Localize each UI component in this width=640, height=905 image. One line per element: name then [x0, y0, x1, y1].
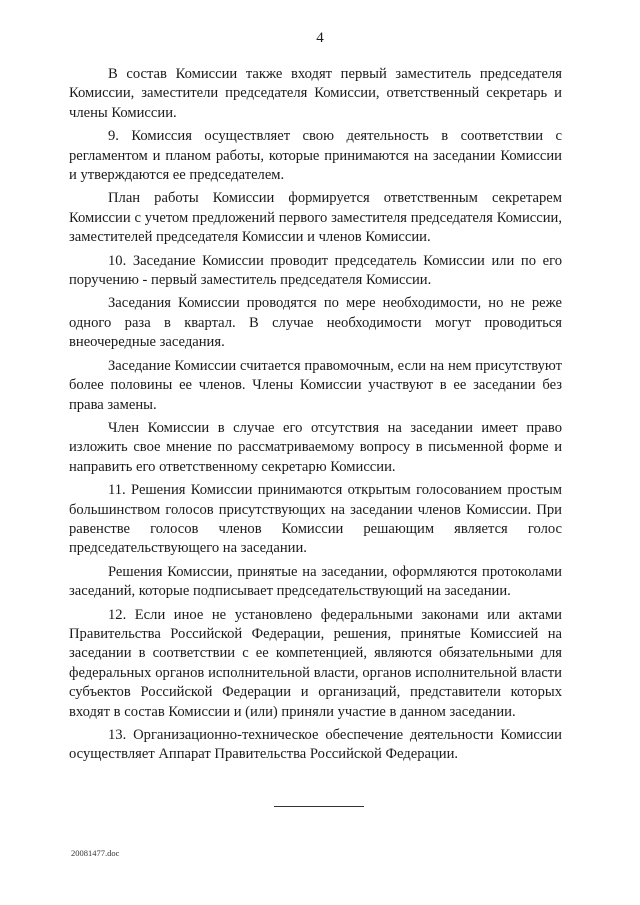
paragraph-13-support: 13. Организационно-техническое обеспечение деятельности Комиссии осуществляет Аппарат Правительства Российской Федерации. [69, 727, 562, 763]
paragraph-quorum: Заседание Комиссии считается правомочным, если на нем присутствуют более половины ее членов. Члены Комиссии участвуют в ее заседании без права замены. [69, 357, 562, 413]
document-body [69, 65, 562, 769]
paragraph-absent-member: Член Комиссии в случае его отсутствия на заседании имеет право изложить свое мнение по рассматриваемому вопросу в письменной форме и направить его ответственному секретарю Комиссии. [69, 419, 562, 475]
paragraph-9-activity: 9. Комиссия осуществляет свою деятельность в соответствии с регламентом и планом работы, которые принимаются на заседании Комиссии и утверждаются ее председателем. [69, 128, 562, 184]
paragraph-11-decisions: 11. Решения Комиссии принимаются открытым голосованием простым большинством голосов присутствующих на заседании членов Комиссии. При равенстве голосов членов Комиссии решающим является голос председательствующего на заседании. [69, 482, 562, 557]
end-separator-line [274, 806, 364, 807]
paragraph-meeting-frequency: Заседания Комиссии проводятся по мере необходимости, но не реже одного раза в квартал. В случае необходимости могут проводиться внеочередные заседания. [69, 295, 562, 351]
document-file-code: 20081477.doc [71, 848, 120, 858]
paragraph-composition: В состав Комиссии также входят первый заместитель председателя Комиссии, заместители председателя Комиссии, ответственный секретарь и члены Комиссии. [69, 66, 562, 121]
paragraph-10-meeting-chair: 10. Заседание Комиссии проводит председатель Комиссии или по его поручению - первый заместитель председателя Комиссии. [69, 252, 562, 289]
page-number: 4 [316, 30, 324, 46]
paragraph-12-binding: 12. Если иное не установлено федеральными законами или актами Правительства Российской Федерации, решения, принятые Комиссией на заседании в соответствии с ее компетенцией, являются обязательными для федеральных органов исполнительной власти, органов исполнительной власти субъектов Российской Федерации и организаций, представители которых входят в состав Комиссии и (или) приняли участие в данном заседании. [69, 606, 562, 720]
paragraph-protocols: Решения Комиссии, принятые на заседании, оформляются протоколами заседаний, которые подписывает председательствующий на заседании. [69, 563, 562, 600]
paragraph-work-plan: План работы Комиссии формируется ответственным секретарем Комиссии с учетом предложений первого заместителя председателя Комиссии, заместителей председателя Комиссии и членов Комиссии. [69, 190, 562, 246]
